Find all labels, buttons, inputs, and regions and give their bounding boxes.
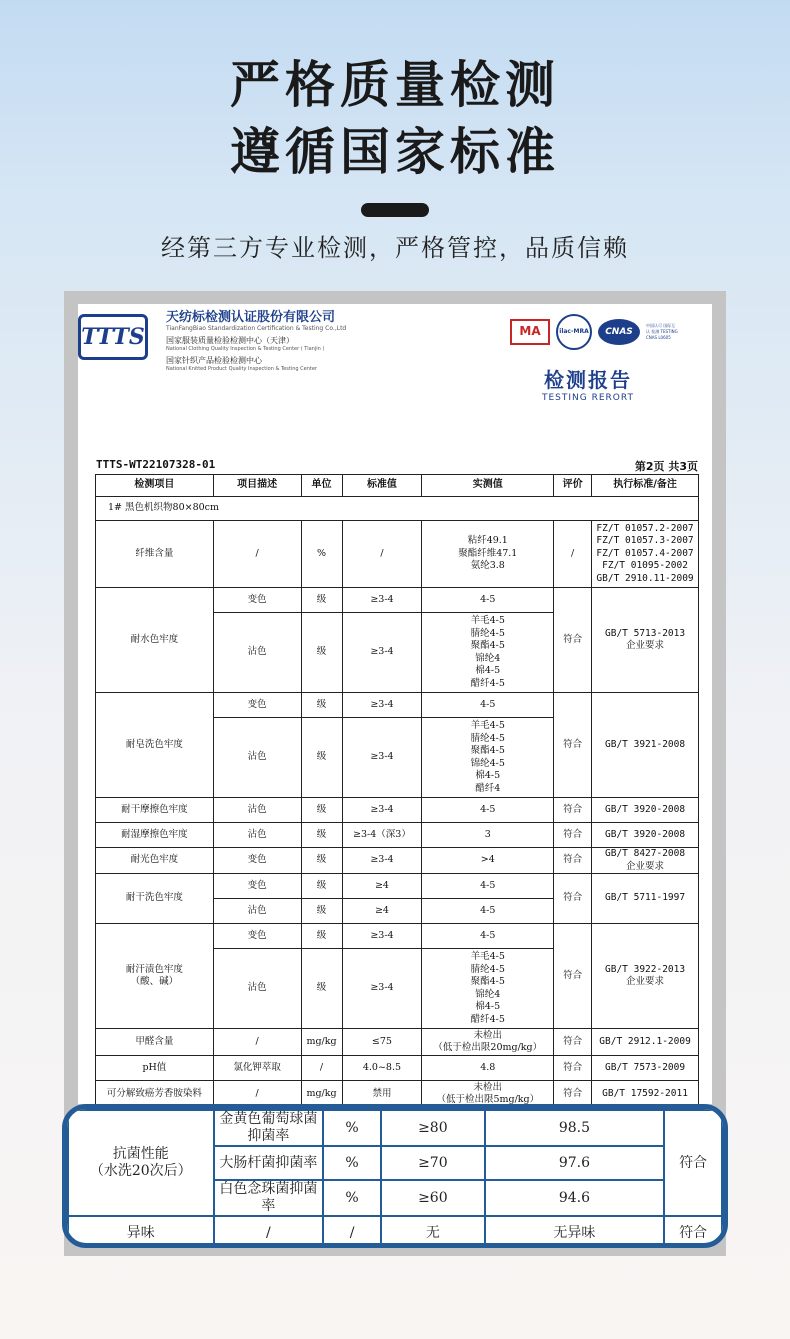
item-name: 异味 — [68, 1216, 214, 1248]
item-unit: 级 — [301, 823, 342, 848]
item-unit: / — [301, 1056, 342, 1081]
table-row — [96, 1029, 699, 1056]
report-title-en: TESTING RERORT — [542, 393, 634, 403]
item-eval: 符合 — [554, 1081, 592, 1105]
table-row — [96, 848, 699, 874]
item-eval: 符合 — [554, 924, 592, 1029]
item-measured: 粘纤49.1 聚酯纤维47.1 氨纶3.8 — [422, 521, 554, 588]
antibacterial-table — [67, 1109, 723, 1248]
item-reference: GB/T 8427-2008 企业要求 — [592, 848, 699, 874]
test-report-document — [78, 304, 712, 1104]
item-standard: ≥3-4 — [342, 718, 422, 798]
table-row — [96, 588, 699, 613]
column-header: 项目描述 — [213, 475, 301, 497]
item-desc: 氯化钾萃取 — [213, 1056, 301, 1081]
item-measured: 无异味 — [485, 1216, 664, 1248]
item-eval: 符合 — [554, 874, 592, 924]
item-unit: 级 — [301, 924, 342, 949]
item-unit: mg/kg — [301, 1029, 342, 1056]
item-unit: 级 — [301, 798, 342, 823]
item-unit: 级 — [301, 718, 342, 798]
item-measured: 4.8 — [422, 1056, 554, 1081]
table-row — [96, 1056, 699, 1081]
item-desc: / — [214, 1216, 324, 1248]
item-measured: 94.6 — [485, 1180, 664, 1216]
item-desc: 沾色 — [213, 613, 301, 693]
column-header: 标准值 — [342, 475, 422, 497]
item-desc: / — [213, 1081, 301, 1105]
page-info: 第2页 共3页 — [634, 460, 698, 473]
item-measured: 4-5 — [422, 874, 554, 899]
item-name: 耐光色牢度 — [96, 848, 214, 874]
item-desc: 沾色 — [213, 949, 301, 1029]
item-name: 纤维含量 — [96, 521, 214, 588]
table-row — [96, 1081, 699, 1105]
item-name: 耐干洗色牢度 — [96, 874, 214, 924]
item-name: 甲醛含量 — [96, 1029, 214, 1056]
item-measured: 98.5 — [485, 1110, 664, 1146]
item-desc: / — [213, 521, 301, 588]
table-row — [96, 693, 699, 718]
item-eval: 符合 — [554, 848, 592, 874]
item-unit: % — [301, 521, 342, 588]
table-row — [96, 798, 699, 823]
item-reference: GB/T 3921-2008 — [592, 693, 699, 798]
item-standard: ≥70 — [381, 1146, 485, 1180]
item-reference: GB/T 3922-2013 企业要求 — [592, 924, 699, 1029]
item-name: pH值 — [96, 1056, 214, 1081]
item-eval: 符合 — [554, 823, 592, 848]
item-unit: % — [323, 1146, 381, 1180]
sample-description: 1# 黑色机织物80×80cm — [96, 497, 699, 521]
cnas-badge: CNAS — [598, 319, 640, 345]
item-eval: 符合 — [664, 1110, 722, 1216]
center-2: 国家针织产品检验检测中心 — [166, 356, 262, 365]
item-desc: 变色 — [213, 848, 301, 874]
item-reference: GB/T 7573-2009 — [592, 1056, 699, 1081]
item-unit: 级 — [301, 899, 342, 924]
report-title-block — [542, 364, 634, 403]
item-reference: GB/T 3920-2008 — [592, 798, 699, 823]
column-header: 单位 — [301, 475, 342, 497]
column-header: 评价 — [554, 475, 592, 497]
item-unit: 级 — [301, 874, 342, 899]
item-desc: 变色 — [213, 874, 301, 899]
item-measured: 4-5 — [422, 693, 554, 718]
item-standard: 无 — [381, 1216, 485, 1248]
item-reference: GB/T 5713-2013 企业要求 — [592, 588, 699, 693]
item-desc: 沾色 — [213, 798, 301, 823]
item-measured: 未检出 （低于检出限20mg/kg） — [422, 1029, 554, 1056]
item-reference: GB/T 5711-1997 — [592, 874, 699, 924]
ttts-logo: TTTS — [78, 314, 148, 360]
item-standard: / — [342, 521, 422, 588]
item-standard: ≥3-4 — [342, 693, 422, 718]
column-header: 检测项目 — [96, 475, 214, 497]
item-desc: 沾色 — [213, 899, 301, 924]
item-standard: ≥3-4 — [342, 798, 422, 823]
table-row — [96, 521, 699, 588]
table-row — [96, 823, 699, 848]
item-standard: ≥3-4 — [342, 588, 422, 613]
item-measured: 4-5 — [422, 924, 554, 949]
table-row — [68, 1216, 722, 1248]
test-results-table — [95, 474, 699, 1104]
center-2-en: National Knitted Product Quality Inspection & Testing Center — [166, 366, 317, 372]
report-number: TTTS-WT22107328-01 — [96, 458, 216, 471]
item-reference: GB/T 3920-2008 — [592, 823, 699, 848]
sample-row — [96, 497, 699, 521]
item-measured: 3 — [422, 823, 554, 848]
item-measured: 羊毛4-5 腈纶4-5 聚酯4-5 锦纶4 棉4-5 醋纤4-5 — [422, 949, 554, 1029]
item-standard: ≥4 — [342, 874, 422, 899]
item-unit: 级 — [301, 949, 342, 1029]
item-standard: ≥3-4 — [342, 848, 422, 874]
item-standard: ≥3-4（深3） — [342, 823, 422, 848]
item-measured: >4 — [422, 848, 554, 874]
item-standard: ≥4 — [342, 899, 422, 924]
item-name: 耐皂洗色牢度 — [96, 693, 214, 798]
item-desc: 变色 — [213, 693, 301, 718]
item-reference: GB/T 2912.1-2009 — [592, 1029, 699, 1056]
item-name: 抗菌性能 （水洗20次后） — [68, 1110, 214, 1216]
item-measured: 4-5 — [422, 798, 554, 823]
item-eval: 符合 — [664, 1216, 722, 1248]
item-standard: 禁用 — [342, 1081, 422, 1105]
item-name: 耐湿摩擦色牢度 — [96, 823, 214, 848]
item-measured: 未检出 （低于检出限5mg/kg） — [422, 1081, 554, 1105]
item-eval: 符合 — [554, 588, 592, 693]
item-desc: 沾色 — [213, 823, 301, 848]
divider-bar — [361, 203, 429, 217]
table-row — [68, 1110, 722, 1146]
item-measured: 羊毛4-5 腈纶4-5 聚酯4-5 锦纶4 棉4-5 醋纤4-5 — [422, 613, 554, 693]
column-header: 执行标准/备注 — [592, 475, 699, 497]
item-standard: ≥3-4 — [342, 949, 422, 1029]
item-standard: ≥60 — [381, 1180, 485, 1216]
column-header: 实测值 — [422, 475, 554, 497]
page-subtitle: 经第三方专业检测，严格管控，品质信赖 — [161, 234, 629, 262]
item-eval: 符合 — [554, 1056, 592, 1081]
item-standard: ≤75 — [342, 1029, 422, 1056]
item-standard: ≥80 — [381, 1110, 485, 1146]
certification-badges — [510, 314, 678, 350]
item-name: 耐水色牢度 — [96, 588, 214, 693]
item-unit: / — [323, 1216, 381, 1248]
item-reference: GB/T 17592-2011 — [592, 1081, 699, 1105]
item-unit: % — [323, 1110, 381, 1146]
ma-badge: MA — [510, 319, 550, 345]
item-desc: 变色 — [213, 924, 301, 949]
item-unit: 级 — [301, 588, 342, 613]
table-row — [96, 924, 699, 949]
organization-block — [166, 306, 346, 375]
headline-line-1: 严格质量检测 — [230, 56, 560, 114]
org-name: 天纺标检测认证股份有限公司 — [166, 310, 336, 325]
item-unit: 级 — [301, 848, 342, 874]
item-name: 耐干摩擦色牢度 — [96, 798, 214, 823]
center-1-en: National Clothing Quality Inspection & Testing Center ( Tianjin ) — [166, 346, 325, 352]
item-measured: 羊毛4-5 腈纶4-5 聚酯4-5 锦纶4-5 棉4-5 醋纤4 — [422, 718, 554, 798]
item-standard: 4.0~8.5 — [342, 1056, 422, 1081]
headline-line-2: 遵循国家标准 — [230, 123, 560, 181]
item-name: 可分解致癌芳香胺染料 — [96, 1081, 214, 1105]
item-unit: 级 — [301, 693, 342, 718]
page-headline — [0, 55, 790, 182]
antibacterial-highlight-panel — [62, 1104, 728, 1248]
item-measured: 4-5 — [422, 588, 554, 613]
item-desc: 大肠杆菌抑菌率 — [214, 1146, 324, 1180]
report-title: 检测报告 — [544, 368, 632, 392]
center-1: 国家服装质量检验检测中心（天津） — [166, 336, 294, 345]
org-name-en: TianFangBiao Standardization Certification & Testing Co.,Ltd — [166, 325, 347, 332]
item-unit: % — [323, 1180, 381, 1216]
item-measured: 97.6 — [485, 1146, 664, 1180]
item-unit: 级 — [301, 613, 342, 693]
item-standard: ≥3-4 — [342, 924, 422, 949]
item-reference: FZ/T 01057.2-2007 FZ/T 01057.3-2007 FZ/T 01057.4-2007 FZ/T 01095-2002 GB/T 2910.11-2009 — [592, 521, 699, 588]
table-header-row — [96, 475, 699, 497]
ilac-mra-badge: ilac-MRA — [556, 314, 592, 350]
item-desc: 金黄色葡萄球菌抑菌率 — [214, 1110, 324, 1146]
item-eval: 符合 — [554, 693, 592, 798]
item-eval: 符合 — [554, 798, 592, 823]
item-measured: 4-5 — [422, 899, 554, 924]
item-desc: 白色念珠菌抑菌率 — [214, 1180, 324, 1216]
cnas-badge-text: 中国认可 国际互认 检测 TESTING CNAS L0605 — [646, 323, 678, 340]
item-desc: 变色 — [213, 588, 301, 613]
item-standard: ≥3-4 — [342, 613, 422, 693]
item-desc: / — [213, 1029, 301, 1056]
item-desc: 沾色 — [213, 718, 301, 798]
item-unit: mg/kg — [301, 1081, 342, 1105]
item-eval: / — [554, 521, 592, 588]
table-row — [96, 874, 699, 899]
item-name: 耐汗渍色牢度 （酸、碱） — [96, 924, 214, 1029]
item-eval: 符合 — [554, 1029, 592, 1056]
